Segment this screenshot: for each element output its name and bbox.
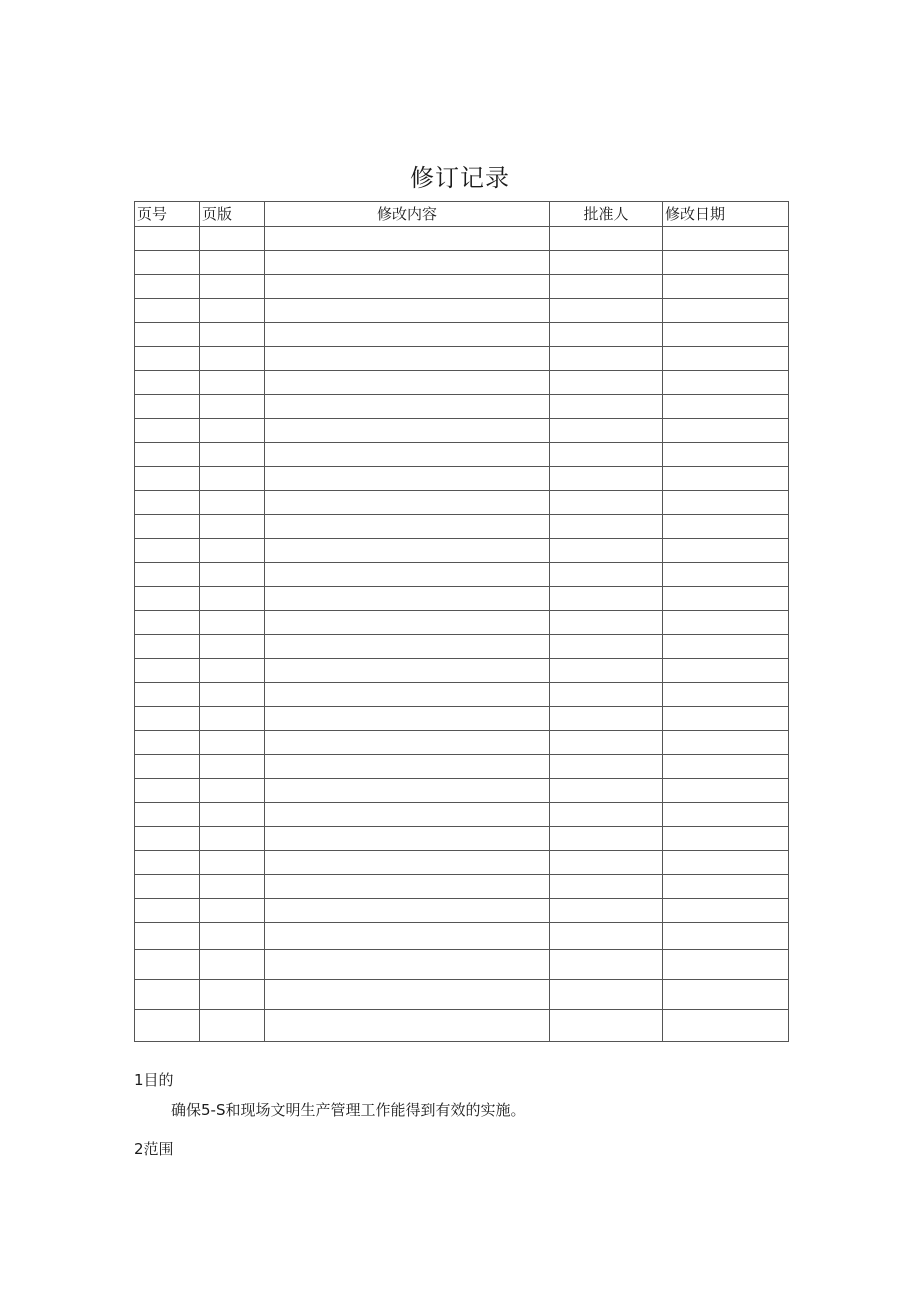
table-cell [550,875,663,899]
table-cell [265,371,550,395]
table-cell [265,515,550,539]
table-row [135,683,789,707]
table-row [135,347,789,371]
table-row [135,779,789,803]
table-cell [135,299,200,323]
table-row [135,467,789,491]
table-cell [550,299,663,323]
table-cell [200,515,265,539]
table-cell [265,419,550,443]
table-cell [265,611,550,635]
table-cell [135,443,200,467]
table-cell [550,923,663,950]
table-cell [265,827,550,851]
table-cell [550,251,663,275]
table-cell [550,371,663,395]
table-cell [200,707,265,731]
table-row [135,491,789,515]
table-row [135,755,789,779]
table-cell [663,950,789,980]
table-cell [200,899,265,923]
table-cell [200,659,265,683]
table-row [135,419,789,443]
table-cell [135,347,200,371]
table-row [135,851,789,875]
section-heading-purpose: 1目的 [134,1071,174,1089]
table-cell [663,1010,789,1042]
table-row [135,587,789,611]
table-cell [550,950,663,980]
table-cell [135,755,200,779]
table-cell [550,467,663,491]
table-cell [663,899,789,923]
table-cell [265,587,550,611]
table-cell [550,395,663,419]
table-cell [663,731,789,755]
table-cell [135,539,200,563]
section-body-purpose: 确保5-S和现场文明生产管理工作能得到有效的实施。 [171,1101,526,1119]
table-cell [663,395,789,419]
table-row [135,275,789,299]
table-row [135,980,789,1010]
table-cell [200,731,265,755]
table-cell [135,251,200,275]
table-cell [550,899,663,923]
table-cell [135,1010,200,1042]
table-row [135,251,789,275]
table-cell [550,635,663,659]
table-cell [663,659,789,683]
table-cell [550,539,663,563]
table-cell [550,419,663,443]
table-row [135,659,789,683]
table-row [135,563,789,587]
table-cell [200,611,265,635]
header-page-no: 页号 [135,202,200,227]
table-cell [550,587,663,611]
table-row [135,827,789,851]
table-row [135,539,789,563]
table-cell [550,683,663,707]
table-row [135,443,789,467]
table-cell [550,980,663,1010]
table-cell [200,587,265,611]
table-row [135,635,789,659]
table-row [135,299,789,323]
table-row [135,899,789,923]
table-cell [200,1010,265,1042]
table-cell [663,755,789,779]
section-heading-scope: 2范围 [134,1140,174,1158]
table-cell [200,779,265,803]
table-cell [200,683,265,707]
table-cell [663,491,789,515]
table-cell [200,803,265,827]
table-cell [265,731,550,755]
table-cell [135,707,200,731]
table-row [135,395,789,419]
table-row [135,611,789,635]
table-cell [135,587,200,611]
table-cell [663,323,789,347]
table-cell [265,755,550,779]
table-cell [265,563,550,587]
table-cell [135,779,200,803]
table-cell [200,563,265,587]
table-row [135,803,789,827]
revision-table [134,201,789,1042]
table-cell [663,923,789,950]
table-cell [550,515,663,539]
table-cell [135,611,200,635]
table-cell [135,467,200,491]
table-cell [663,587,789,611]
header-change-date: 修改日期 [663,202,789,227]
table-cell [200,635,265,659]
table-cell [200,371,265,395]
table-cell [663,611,789,635]
table-cell [265,803,550,827]
table-cell [200,755,265,779]
table-cell [200,227,265,251]
document-title: 修订记录 [410,164,510,192]
table-row [135,371,789,395]
table-cell [265,323,550,347]
table-cell [265,875,550,899]
table-cell [265,950,550,980]
header-page-version: 页版 [200,202,265,227]
table-cell [550,707,663,731]
table-cell [135,851,200,875]
table-cell [200,950,265,980]
table-row [135,227,789,251]
table-header-row [135,202,789,227]
table-cell [200,827,265,851]
table-cell [135,635,200,659]
table-cell [265,467,550,491]
table-cell [663,227,789,251]
table-cell [663,419,789,443]
table-cell [200,275,265,299]
table-cell [200,347,265,371]
table-cell [265,980,550,1010]
table-cell [135,683,200,707]
table-cell [200,443,265,467]
table-cell [200,923,265,950]
table-cell [265,851,550,875]
table-cell [135,491,200,515]
table-cell [550,1010,663,1042]
table-cell [200,323,265,347]
table-row [135,923,789,950]
table-row [135,323,789,347]
table-row [135,515,789,539]
table-cell [135,803,200,827]
table-row [135,731,789,755]
table-cell [663,539,789,563]
table-cell [200,395,265,419]
table-cell [265,899,550,923]
table-cell [663,443,789,467]
table-cell [265,779,550,803]
table-cell [550,347,663,371]
table-cell [135,659,200,683]
table-cell [663,851,789,875]
table-row [135,875,789,899]
table-cell [200,980,265,1010]
table-cell [135,515,200,539]
table-cell [663,875,789,899]
table-cell [265,539,550,563]
table-cell [550,611,663,635]
table-row [135,707,789,731]
header-change-content: 修改内容 [265,202,550,227]
table-cell [550,227,663,251]
table-cell [200,491,265,515]
table-row [135,1010,789,1042]
table-cell [663,467,789,491]
table-cell [663,707,789,731]
table-cell [135,419,200,443]
table-cell [663,515,789,539]
table-cell [265,227,550,251]
table-cell [550,731,663,755]
table-cell [663,563,789,587]
table-cell [135,731,200,755]
table-cell [135,980,200,1010]
table-cell [200,419,265,443]
table-cell [200,875,265,899]
table-cell [135,923,200,950]
table-cell [663,299,789,323]
table-cell [200,539,265,563]
table-cell [265,443,550,467]
table-cell [265,251,550,275]
table-body [135,227,789,1042]
table-cell [135,950,200,980]
table-cell [550,563,663,587]
table-cell [135,395,200,419]
table-cell [135,275,200,299]
table-cell [663,779,789,803]
table-cell [550,323,663,347]
table-cell [663,275,789,299]
table-cell [265,275,550,299]
table-cell [550,803,663,827]
table-cell [663,347,789,371]
table-cell [550,659,663,683]
table-cell [663,683,789,707]
table-cell [550,851,663,875]
table-cell [663,803,789,827]
table-cell [265,299,550,323]
table-cell [663,980,789,1010]
table-cell [265,683,550,707]
table-cell [550,779,663,803]
table-cell [265,1010,550,1042]
table-cell [135,899,200,923]
table-cell [663,251,789,275]
table-row [135,950,789,980]
table-cell [265,635,550,659]
header-approver: 批准人 [550,202,663,227]
table-cell [550,755,663,779]
table-cell [265,707,550,731]
table-cell [200,251,265,275]
table-cell [135,323,200,347]
table-cell [265,659,550,683]
table-cell [200,299,265,323]
table-cell [265,395,550,419]
table-cell [550,443,663,467]
table-cell [135,563,200,587]
table-cell [265,347,550,371]
table-cell [663,371,789,395]
table-cell [265,491,550,515]
table-cell [135,875,200,899]
table-cell [265,923,550,950]
table-cell [663,827,789,851]
table-cell [550,827,663,851]
table-cell [135,227,200,251]
table-cell [200,467,265,491]
table-cell [200,851,265,875]
table-cell [550,275,663,299]
table-cell [135,371,200,395]
table-cell [663,635,789,659]
table-cell [135,827,200,851]
table-cell [550,491,663,515]
